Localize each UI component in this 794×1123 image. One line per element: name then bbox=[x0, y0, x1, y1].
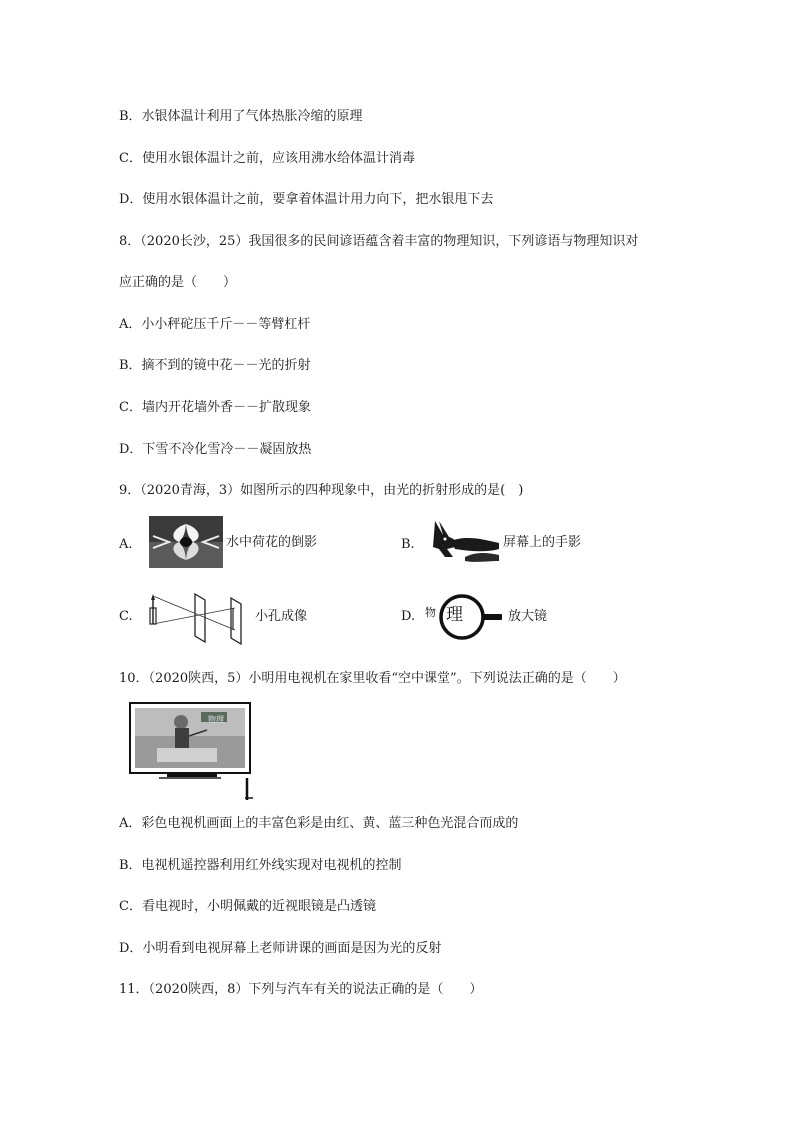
q10-option-a: A．彩色电视机画面上的丰富色彩是由红、黄、蓝三种色光混合而成的 bbox=[119, 816, 519, 831]
q10-stem: 10．（2020陕西，5）小明用电视机在家里收看“空中课堂”。下列说法正确的是（ ） bbox=[119, 671, 626, 686]
q8-option-b: B．摘不到的镜中花－－光的折射 bbox=[119, 358, 311, 373]
q9-option-d-letter: D. bbox=[401, 609, 416, 624]
q8-option-c: C．墙内开花墙外香－－扩散现象 bbox=[119, 400, 311, 415]
q10-option-d: D．小明看到电视屏幕上老师讲课的画面是因为光的反射 bbox=[119, 941, 442, 956]
q9-option-a-text: 水中荷花的倒影 bbox=[226, 535, 318, 550]
q9-option-a-letter: A. bbox=[119, 537, 133, 552]
q8-stem-line1: 8．（2020长沙，25）我国很多的民间谚语蕴含着丰富的物理知识，下列谚语与物理知识对 bbox=[119, 234, 639, 249]
lotus-reflection-image bbox=[149, 516, 223, 568]
pinhole-imaging-diagram bbox=[143, 590, 253, 646]
q9-option-d-text: 放大镜 bbox=[508, 609, 548, 624]
magnifier-label-li: 理 bbox=[446, 605, 463, 625]
q7-option-b: B．水银体温计利用了气体热胀冷缩的原理 bbox=[119, 109, 363, 124]
q7-option-d: D．使用水银体温计之前，要拿着体温计用力向下，把水银甩下去 bbox=[119, 192, 494, 207]
q9-option-c-text: 小孔成像 bbox=[255, 609, 308, 624]
q11-stem: 11．（2020陕西，8）下列与汽车有关的说法正确的是（ ） bbox=[119, 982, 483, 997]
q8-option-d: D．下雪不冷化雪冷－－凝固放热 bbox=[119, 442, 312, 457]
q10-option-c: C．看电视时，小明佩戴的近视眼镜是凸透镜 bbox=[119, 899, 376, 914]
q9-option-c-letter: C. bbox=[119, 609, 133, 624]
hand-shadow-rabbit-image bbox=[425, 517, 501, 565]
magnifier-label-wu: 物 bbox=[425, 606, 436, 619]
q10-option-b: B．电视机遥控器利用红外线实现对电视机的控制 bbox=[119, 858, 402, 873]
q8-stem-line2: 应正确的是（ ） bbox=[119, 275, 237, 290]
q8-option-a: A．小小秤砣压千斤－－等臂杠杆 bbox=[119, 317, 311, 332]
tv-screen-label: 物理 bbox=[208, 715, 224, 724]
q7-option-c: C．使用水银体温计之前，应该用沸水给体温计消毒 bbox=[119, 151, 415, 166]
q9-option-b-text: 屏幕上的手影 bbox=[503, 535, 582, 550]
q9-stem: 9．（2020青海，3）如图所示的四种现象中，由光的折射形成的是( ) bbox=[119, 483, 524, 498]
q9-option-b-letter: B. bbox=[401, 537, 415, 552]
tv-image bbox=[129, 702, 257, 802]
